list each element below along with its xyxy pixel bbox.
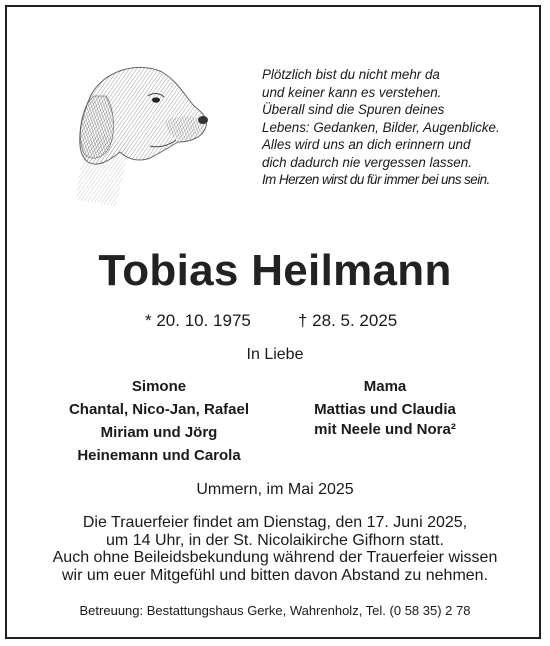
poem-line: Lebens: Gedanken, Bilder, Augenblicke. [262,119,500,135]
family-left [36,375,282,467]
poem-line: Im Herzen wirst du für immer bei uns sein. [262,172,490,187]
birth-date: * 20. 10. 1975 [145,311,251,330]
deceased-name: Tobias Heilmann [98,246,452,295]
poem-line: und keiner kann es verstehen. [262,84,442,100]
place-date: Ummern, im Mai 2025 [196,481,354,498]
poem-line: dich dadurch nie vergessen lassen. [262,154,472,170]
notice-line: wir um euer Mitgefühl und bitten davon Abstand zu nehmen. [61,566,489,584]
death-date: † 28. 5. 2025 [298,311,398,330]
mourner-name: Simone [131,378,187,395]
family-right [302,375,468,439]
funeral-home-line: Betreuung: Bestattungshaus Gerke, Wahrenholz, Tel. (0 58 35) 2 78 [79,603,471,618]
mourner-name: Mama [363,378,407,395]
dog-head-sketch-icon [58,50,218,210]
funeral-notice [0,514,550,584]
mourner-name: Miriam und Jörg [100,424,218,441]
poem-line: Plötzlich bist du nicht mehr da [262,67,440,82]
mourner-name: Chantal, Nico-Jan, Rafael [68,401,250,418]
poem-line: Überall sind die Spuren deines [262,102,445,117]
notice-line: um 14 Uhr, in der St. Nicolaikirche Gifhorn statt. [106,531,444,549]
poem [262,66,532,189]
poem-line: Alles wird uns an dich erinnern und [262,137,471,152]
notice-line: Die Trauerfeier findet am Dienstag, den 17. Juni 2025, [82,514,468,531]
mourner-name: mit Neele und Nora² [314,421,456,438]
notice-line: Auch ohne Beileidsbekundung während der Trauerfeier wissen [52,549,498,566]
in-love-line: In Liebe [246,346,304,363]
mourner-name: Mattias und Claudia [314,401,456,418]
mourner-name: Heinemann und Carola [77,447,241,464]
